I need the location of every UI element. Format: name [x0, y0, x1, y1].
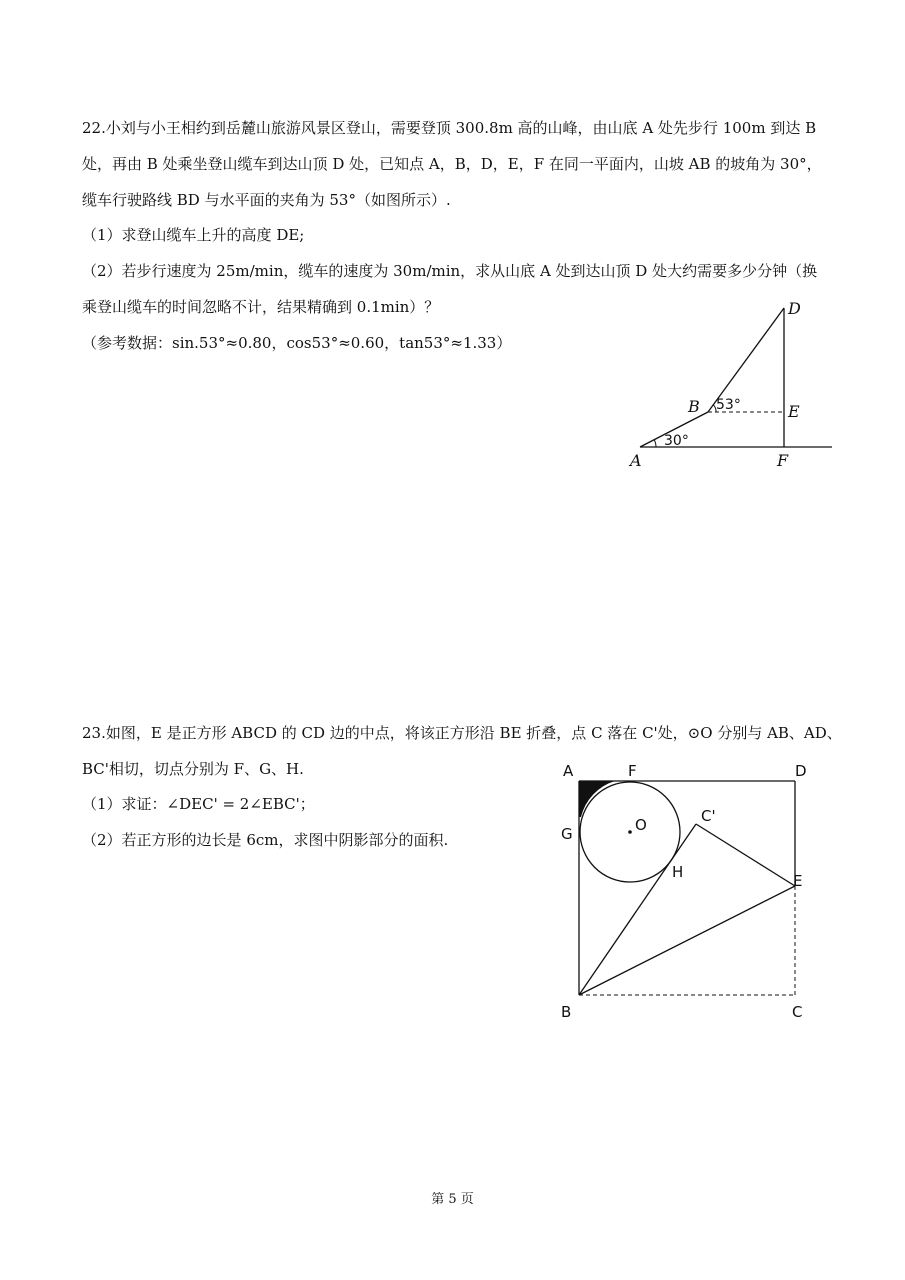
q22-part-2b: 乘登山缆车的时间忽略不计，结果精确到 0.1min）？	[82, 298, 440, 316]
label-e: E	[793, 872, 803, 890]
label-g: G	[561, 825, 573, 843]
angle-arc-30	[654, 440, 656, 447]
q22-figure	[620, 290, 850, 480]
q23-part-1: （1）求证：∠DEC' = 2∠EBC'；	[82, 795, 315, 813]
label-d: D	[788, 299, 801, 318]
q22-line-3: 缆车行驶路线 BD 与水平面的夹角为 53°（如图所示）.	[82, 191, 451, 209]
q22-line-1: 22.小刘与小王相约到岳麓山旅游风景区登山，需要登顶 300.8m 高的山峰，由山底 A 处先步行 100m 到达 B	[82, 119, 817, 137]
center-o-dot	[628, 830, 632, 834]
label-b: B	[561, 1003, 572, 1021]
q22-line-2: 处，再由 B 处乘坐登山缆车到达山顶 D 处，已知点 A，B，D，E，F 在同一平面内，山坡 AB 的坡角为 30°，	[82, 155, 822, 173]
q22-reference-data: （参考数据：sin.53°≈0.80，cos53°≈0.60，tan53°≈1.33）	[82, 334, 512, 352]
label-e: E	[788, 402, 800, 421]
q23-line-1: 23.如图，E 是正方形 ABCD 的 CD 边的中点，将该正方形沿 BE 折叠，点 C 落在 C'处，⊙O 分别与 AB、AD、	[82, 724, 842, 742]
label-angle-53: 53°	[716, 397, 741, 413]
label-c-prime: C'	[701, 807, 716, 825]
label-a: A	[563, 762, 574, 780]
label-f: F	[628, 762, 637, 780]
segment-be	[579, 886, 795, 995]
q23-part-2: （2）若正方形的边长是 6cm，求图中阴影部分的面积.	[82, 831, 449, 849]
label-o: O	[635, 816, 647, 834]
label-c: C	[792, 1003, 803, 1021]
label-b: B	[688, 397, 700, 416]
label-h: H	[672, 863, 684, 881]
q22-part-2a: （2）若步行速度为 25m/min，缆车的速度为 30m/min，求从山底 A 处到达山顶 D 处大约需要多少分钟（换	[82, 262, 818, 280]
q23-line-2: BC'相切，切点分别为 F、G、H.	[82, 760, 304, 778]
label-f: F	[777, 451, 789, 470]
segment-bcp	[579, 824, 696, 995]
label-a: A	[630, 451, 642, 470]
q22-part-1: （1）求登山缆车上升的高度 DE;	[82, 226, 305, 244]
segment-cpe	[696, 824, 795, 886]
label-angle-30: 30°	[664, 433, 689, 449]
q23-figure	[550, 755, 830, 1035]
label-d: D	[795, 762, 807, 780]
page-number: 第 5 页	[431, 1192, 474, 1207]
